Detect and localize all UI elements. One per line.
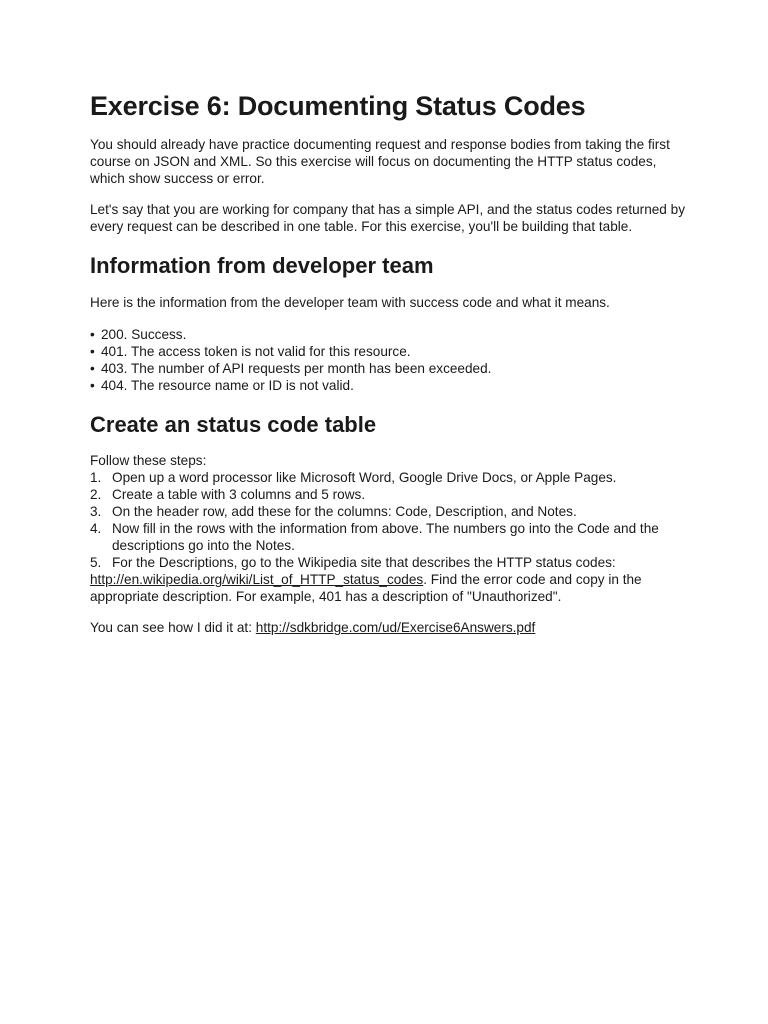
list-item-text: 404. The resource name or ID is not valid. xyxy=(101,377,354,393)
step-number: 2. xyxy=(90,487,102,503)
step-text: On the header row, add these for the columns: Code, Description, and Notes. xyxy=(112,504,577,520)
bullet-icon: • xyxy=(90,377,95,393)
answers-pdf-link[interactable]: http://sdkbridge.com/ud/Exercise6Answers.pdf xyxy=(255,620,536,636)
step-text: Now fill in the rows with the information from above. The numbers go into the Code and the descriptions go into the Notes. xyxy=(112,521,659,554)
list-item-text: 401. The access token is not valid for this resource. xyxy=(101,343,411,359)
step-item xyxy=(90,486,690,503)
list-item xyxy=(90,360,690,377)
list-item xyxy=(90,343,690,360)
step-number: 4. xyxy=(90,521,102,537)
closing-paragraph xyxy=(90,619,690,636)
list-item xyxy=(90,377,690,394)
bullet-icon: • xyxy=(90,343,95,359)
intro-paragraph-1: You should already have practice documenting request and response bodies from taking the first course on JSON and XML. So this exercise will focus on documenting the HTTP status codes, which show success or error. xyxy=(90,137,670,187)
intro-paragraph-2: Let's say that you are working for company that has a simple API, and the status codes returned by every request can be described in one table. For this exercise, you'll be building that table. xyxy=(90,202,686,235)
list-item-text: 200. Success. xyxy=(101,326,187,342)
list-item xyxy=(90,326,690,343)
step-text-continued: . Find the error code and copy in the appropriate description. For example, 401 has a description of "Unauthorized". xyxy=(90,572,642,605)
wikipedia-status-codes-link[interactable]: http://en.wikipedia.org/wiki/List_of_HTTP_status_codes xyxy=(90,572,424,588)
steps-intro: Follow these steps: xyxy=(90,453,207,469)
closing-text: You can see how I did it at: xyxy=(90,620,256,636)
step-text: Open up a word processor like Microsoft Word, Google Drive Docs, or Apple Pages. xyxy=(112,470,617,486)
bullet-icon: • xyxy=(90,360,95,376)
status-code-list xyxy=(90,326,690,394)
step-text: Create a table with 3 columns and 5 rows. xyxy=(112,487,366,503)
step-text: For the Descriptions, go to the Wikipedia site that describes the HTTP status codes: xyxy=(112,555,616,571)
list-item-text: 403. The number of API requests per month has been exceeded. xyxy=(101,360,492,376)
step-item xyxy=(90,469,690,486)
step-item xyxy=(90,503,690,520)
step-number: 3. xyxy=(90,504,102,520)
page-title: Exercise 6: Documenting Status Codes xyxy=(90,91,586,121)
step-item xyxy=(90,554,690,605)
developer-info-paragraph: Here is the information from the developer team with success code and what it means. xyxy=(90,294,610,310)
step-number: 1. xyxy=(90,470,102,486)
section-heading-developer-info: Information from developer team xyxy=(90,253,434,279)
steps-list xyxy=(90,469,690,605)
bullet-icon: • xyxy=(90,326,95,342)
step-item xyxy=(90,520,690,554)
section-heading-create-table: Create an status code table xyxy=(90,411,377,437)
step-number: 5. xyxy=(90,555,102,571)
document-page xyxy=(90,90,690,650)
